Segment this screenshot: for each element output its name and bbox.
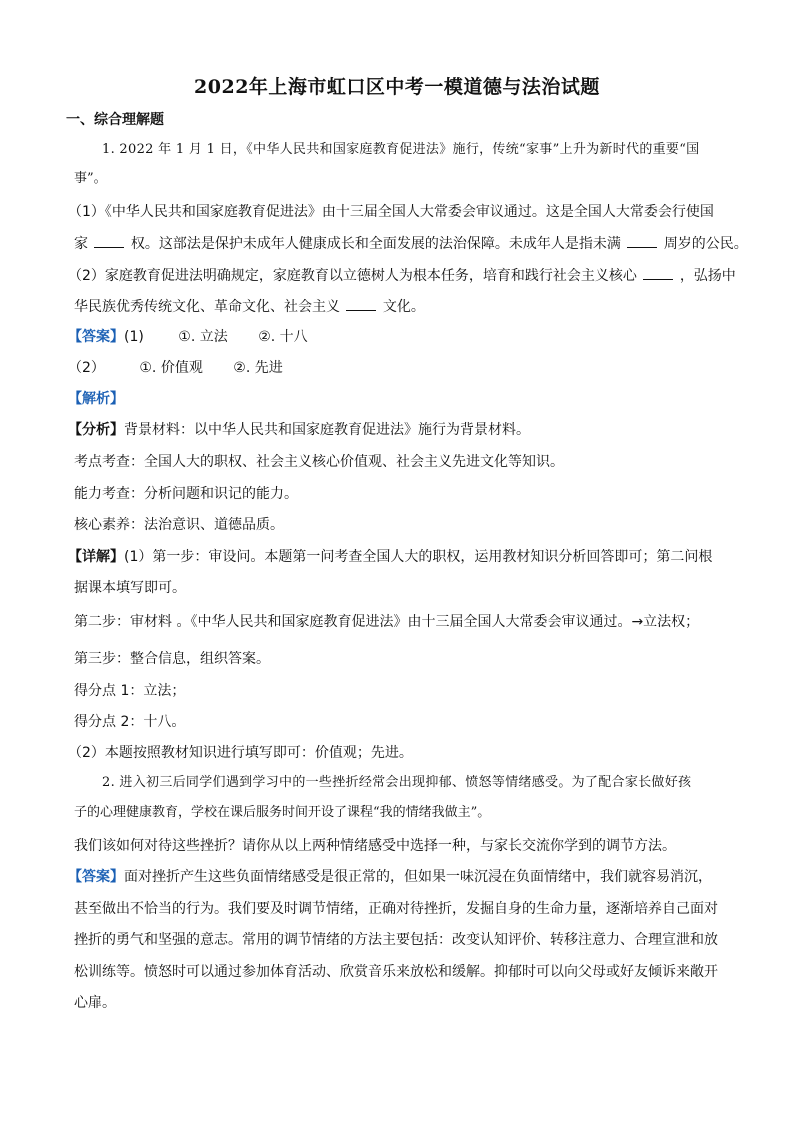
q1-stem-line-1: 1. 2022 年 1 月 1 日，《中华人民共和国家庭教育促进法》施行，传统“家事”上升为新时代的重要“国 — [102, 142, 700, 157]
analysis-tag: 【解析】 — [68, 391, 124, 407]
fill-blank-1 — [94, 233, 124, 248]
fill-blank-4 — [346, 296, 376, 311]
section-heading: 一、综合理解题 — [66, 112, 164, 128]
answer-option-1: ①. 立法 — [178, 329, 228, 345]
fenxi-line — [68, 420, 728, 440]
xiangjie-part2: （2）本题按照教材知识进行填写即可：价值观；先进。 — [68, 745, 413, 761]
q1-part2-text-c: 华民族优秀传统文化、革命文化、社会主义 — [74, 299, 340, 315]
xiangjie-line-1 — [68, 547, 728, 567]
q1-answer-line-2 — [68, 358, 728, 378]
q1-part1-line-2 — [74, 233, 748, 254]
fenxi-tag: 【分析】 — [68, 422, 124, 438]
q1-part1-text-c: 周岁的公民。 — [663, 236, 748, 252]
xiangjie-step-3: 第三步：整合信息，组织答案。 — [74, 651, 270, 667]
fill-blank-3 — [643, 265, 673, 280]
answer-part-number: (1) — [124, 329, 144, 345]
answer-tag: 【答案】 — [68, 869, 124, 885]
score-point-2: 得分点 2：十八。 — [74, 714, 186, 730]
fill-blank-2 — [627, 233, 657, 248]
q1-part2-line-1 — [68, 265, 736, 286]
answer-tag: 【答案】 — [68, 329, 124, 345]
q1-part2-text-a: （2）家庭教育促进法明确规定，家庭教育以立德树人为根本任务，培育和践行社会主义核心 — [68, 268, 637, 284]
answer-option-1: ①. 价值观 — [139, 360, 203, 376]
q1-answer-line-1 — [68, 327, 728, 347]
q1-part1-text-a: 家 — [74, 236, 88, 252]
q1-stem-line-2: 事”。 — [74, 171, 107, 186]
xiangjie-text: (1）第一步：审设问。本题第一问考查全国人大的职权，运用教材知识分析回答即可；第二问根 — [124, 549, 713, 565]
q2-answer-line-1 — [68, 867, 728, 887]
q2-stem-line-1: 2. 进入初三后同学们遇到学习中的一些挫折经常会出现抑郁、愤怒等情绪感受。为了配合家长做好孩 — [102, 775, 692, 790]
score-point-1: 得分点 1：立法； — [74, 683, 186, 699]
hexin-line: 核心素养：法治意识、道德品质。 — [74, 517, 284, 533]
page-title: 2022年上海市虹口区中考一模道德与法治试题 — [194, 76, 600, 98]
kaodian-line: 考点考查：全国人大的职权、社会主义核心价值观、社会主义先进文化等知识。 — [74, 454, 564, 470]
answer-part-number: （2） — [68, 360, 105, 376]
q2-answer-line-4: 松训练等。愤怒时可以通过参加体育活动、欣赏音乐来放松和缓解。抑郁时可以向父母或好友倾诉来敞开 — [74, 964, 718, 980]
q2-stem-line-2: 子的心理健康教育，学校在课后服务时间开设了课程“我的情绪我做主”。 — [74, 805, 491, 820]
q2-answer-line-2: 甚至做出不恰当的行为。我们要及时调节情绪，正确对待挫折，发掘自身的生命力量，逐渐培养自己面对 — [74, 901, 718, 917]
xiangjie-line-2: 据课本填写即可。 — [74, 580, 186, 596]
nengli-line: 能力考查：分析问题和识记的能力。 — [74, 486, 298, 502]
xiangjie-tag: 【详解】 — [68, 549, 124, 565]
q1-part1-line-1: （1）《中华人民共和国家庭教育促进法》由十三届全国人大常委会审议通过。这是全国人大常委会行使国 — [68, 204, 714, 220]
answer-option-2: ②. 十八 — [258, 329, 308, 345]
q1-part1-text-b: 权。这部法是保护未成年人健康成长和全面发展的法治保障。未成年人是指未满 — [130, 236, 621, 252]
xiangjie-step-2: 第二步：审材料 。《中华人民共和国家庭教育促进法》由十三届全国人大常委会审议通过。→立法权； — [74, 614, 700, 630]
q1-part2-text-d: 文化。 — [382, 299, 425, 315]
fenxi-text: 背景材料：以中华人民共和国家庭教育促进法》施行为背景材料。 — [124, 422, 530, 438]
q1-part2-text-b: ，弘扬中 — [679, 268, 736, 284]
q2-answer-line-3: 挫折的勇气和坚强的意志。常用的调节情绪的方法主要包括：改变认知评价、转移注意力、合理宣泄和放 — [74, 932, 718, 948]
q2-answer-line-5: 心扉。 — [74, 995, 116, 1011]
q2-answer-text: 面对挫折产生这些负面情绪感受是很正常的，但如果一味沉浸在负面情绪中，我们就容易消沉， — [124, 869, 712, 885]
answer-option-2: ②. 先进 — [233, 360, 283, 376]
q1-part2-line-2 — [74, 296, 734, 317]
q2-question: 我们该如何对待这些挫折？请你从以上两种情绪感受中选择一种，与家长交流你学到的调节方法。 — [74, 838, 676, 854]
